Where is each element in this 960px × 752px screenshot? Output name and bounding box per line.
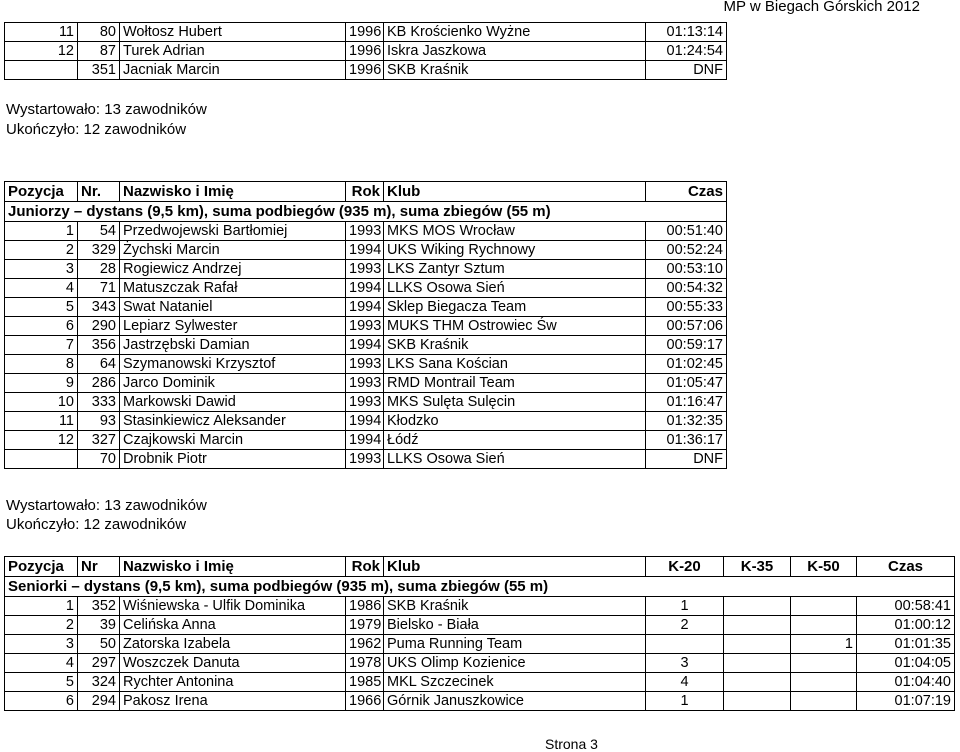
cell-club: MKL Szczecinek (384, 673, 646, 692)
table-row (5, 673, 955, 692)
started-count-2: Wystartowało: 13 zawodników (6, 497, 207, 514)
cell-club: Bielsko - Biała (384, 616, 646, 635)
header-czas: Czas (646, 182, 727, 202)
cell-k20 (646, 635, 724, 654)
cell-nr: 28 (78, 260, 120, 279)
cell-nr: 50 (78, 635, 120, 654)
cell-club: LLKS Osowa Sień (384, 279, 646, 298)
table-row (5, 635, 955, 654)
cell-rok: 1994 (346, 298, 384, 317)
header-nr: Nr. (78, 182, 120, 202)
cell-nr: 290 (78, 317, 120, 336)
results-table-seniorki (4, 556, 955, 711)
cell-club: LLKS Osowa Sień (384, 450, 646, 469)
cell-nr: 93 (78, 412, 120, 431)
cell-nr: 64 (78, 355, 120, 374)
cell-name: Turek Adrian (120, 42, 346, 61)
cell-club: LKS Sana Kościan (384, 355, 646, 374)
header-rok: Rok (346, 557, 384, 577)
cell-club: SKB Kraśnik (384, 336, 646, 355)
cell-club: LKS Zantyr Sztum (384, 260, 646, 279)
cell-k35 (724, 597, 791, 616)
cell-name: Celińska Anna (120, 616, 346, 635)
category-row (5, 202, 727, 222)
cell-nr: 356 (78, 336, 120, 355)
table-row (5, 393, 727, 412)
table-row (5, 450, 727, 469)
cell-club: Sklep Biegacza Team (384, 298, 646, 317)
cell-nr: 80 (78, 23, 120, 42)
cell-czas: 00:57:06 (646, 317, 727, 336)
cell-rok: 1978 (346, 654, 384, 673)
cell-rok: 1986 (346, 597, 384, 616)
cell-k35 (724, 654, 791, 673)
header-pos: Pozycja (5, 182, 78, 202)
cell-nr: 351 (78, 61, 120, 80)
cell-k35 (724, 673, 791, 692)
cell-czas: 01:13:14 (646, 23, 727, 42)
cell-name: Szymanowski Krzysztof (120, 355, 346, 374)
cell-czas: 00:53:10 (646, 260, 727, 279)
cell-rok: 1996 (346, 61, 384, 80)
cell-nr: 327 (78, 431, 120, 450)
cell-pos: 8 (5, 355, 78, 374)
table-row (5, 616, 955, 635)
cell-czas: 01:04:05 (857, 654, 955, 673)
cell-pos: 4 (5, 279, 78, 298)
table-row (5, 298, 727, 317)
cell-pos: 3 (5, 635, 78, 654)
cell-rok: 1993 (346, 317, 384, 336)
cell-nr: 343 (78, 298, 120, 317)
cell-czas: 00:52:24 (646, 241, 727, 260)
cell-pos: 12 (5, 431, 78, 450)
table-row (5, 412, 727, 431)
cell-nr: 71 (78, 279, 120, 298)
cell-name: Zatorska Izabela (120, 635, 346, 654)
cell-pos: 12 (5, 42, 78, 61)
header-k50: K-50 (791, 557, 857, 577)
cell-name: Stasinkiewicz Aleksander (120, 412, 346, 431)
cell-pos: 6 (5, 692, 78, 711)
cell-pos: 6 (5, 317, 78, 336)
cell-nr: 329 (78, 241, 120, 260)
cell-k50: 1 (791, 635, 857, 654)
cell-name: Jastrzębski Damian (120, 336, 346, 355)
header-club: Klub (384, 557, 646, 577)
cell-name: Pakosz Irena (120, 692, 346, 711)
table-row (5, 597, 955, 616)
header-club: Klub (384, 182, 646, 202)
cell-club: UKS Olimp Kozienice (384, 654, 646, 673)
table-row (5, 317, 727, 336)
cell-pos: 11 (5, 23, 78, 42)
cell-club: Puma Running Team (384, 635, 646, 654)
table-header (5, 182, 727, 202)
cell-pos (5, 61, 78, 80)
cell-czas: 01:04:40 (857, 673, 955, 692)
cell-name: Woszczek Danuta (120, 654, 346, 673)
cell-rok: 1993 (346, 374, 384, 393)
cell-czas: 00:58:41 (857, 597, 955, 616)
results-table-top (4, 22, 727, 80)
cell-czas: 01:07:19 (857, 692, 955, 711)
cell-rok: 1994 (346, 412, 384, 431)
cell-rok: 1993 (346, 393, 384, 412)
cell-nr: 54 (78, 222, 120, 241)
cell-czas: 01:01:35 (857, 635, 955, 654)
cell-k35 (724, 616, 791, 635)
cell-rok: 1994 (346, 241, 384, 260)
cell-rok: 1966 (346, 692, 384, 711)
header-name: Nazwisko i Imię (120, 182, 346, 202)
cell-club: SKB Kraśnik (384, 597, 646, 616)
results-table-juniorzy (4, 181, 727, 469)
cell-pos: 9 (5, 374, 78, 393)
cell-club: RMD Montrail Team (384, 374, 646, 393)
cell-czas: 01:05:47 (646, 374, 727, 393)
cell-nr: 352 (78, 597, 120, 616)
cell-club: Iskra Jaszkowa (384, 42, 646, 61)
cell-k50 (791, 597, 857, 616)
table-row (5, 42, 727, 61)
cell-rok: 1993 (346, 450, 384, 469)
cell-pos: 7 (5, 336, 78, 355)
cell-name: Lepiarz Sylwester (120, 317, 346, 336)
table-row (5, 23, 727, 42)
header-rok: Rok (346, 182, 384, 202)
cell-nr: 333 (78, 393, 120, 412)
cell-rok: 1996 (346, 42, 384, 61)
cell-czas: DNF (646, 61, 727, 80)
cell-name: Drobnik Piotr (120, 450, 346, 469)
cell-name: Rychter Antonina (120, 673, 346, 692)
cell-rok: 1994 (346, 336, 384, 355)
cell-club: KB Krościenko Wyżne (384, 23, 646, 42)
cell-k50 (791, 616, 857, 635)
cell-k20: 4 (646, 673, 724, 692)
category-label: Seniorki – dystans (9,5 km), suma podbiegów (935 m), suma zbiegów (55 m) (5, 577, 955, 597)
cell-k35 (724, 635, 791, 654)
cell-pos: 1 (5, 597, 78, 616)
table-row (5, 222, 727, 241)
cell-name: Czajkowski Marcin (120, 431, 346, 450)
cell-rok: 1993 (346, 260, 384, 279)
cell-k50 (791, 692, 857, 711)
cell-czas: 00:55:33 (646, 298, 727, 317)
cell-nr: 294 (78, 692, 120, 711)
cell-club: UKS Wiking Rychnowy (384, 241, 646, 260)
table-header (5, 557, 955, 577)
cell-czas: 01:02:45 (646, 355, 727, 374)
category-row (5, 577, 955, 597)
cell-name: Markowski Dawid (120, 393, 346, 412)
header-k35: K-35 (724, 557, 791, 577)
cell-czas: 01:00:12 (857, 616, 955, 635)
cell-k35 (724, 692, 791, 711)
cell-pos: 3 (5, 260, 78, 279)
cell-name: Rogiewicz Andrzej (120, 260, 346, 279)
table-row (5, 260, 727, 279)
cell-name: Matuszczak Rafał (120, 279, 346, 298)
cell-rok: 1993 (346, 222, 384, 241)
table-row (5, 279, 727, 298)
page-number: Strona 3 (545, 736, 598, 752)
cell-nr: 39 (78, 616, 120, 635)
cell-pos: 1 (5, 222, 78, 241)
page-title: MP w Biegach Górskich 2012 (723, 0, 920, 15)
cell-rok: 1985 (346, 673, 384, 692)
cell-rok: 1993 (346, 355, 384, 374)
cell-czas: 01:32:35 (646, 412, 727, 431)
header-k20: K-20 (646, 557, 724, 577)
cell-czas: 01:16:47 (646, 393, 727, 412)
header-pos: Pozycja (5, 557, 78, 577)
cell-rok: 1979 (346, 616, 384, 635)
cell-nr: 286 (78, 374, 120, 393)
cell-pos: 5 (5, 673, 78, 692)
cell-name: Przedwojewski Bartłomiej (120, 222, 346, 241)
table-row (5, 355, 727, 374)
cell-club: MUKS THM Ostrowiec Św (384, 317, 646, 336)
cell-rok: 1994 (346, 431, 384, 450)
cell-rok: 1996 (346, 23, 384, 42)
table-row (5, 61, 727, 80)
cell-name: Wiśniewska - Ulfik Dominika (120, 597, 346, 616)
cell-nr: 324 (78, 673, 120, 692)
cell-name: Żychski Marcin (120, 241, 346, 260)
table-row (5, 336, 727, 355)
started-count: Wystartowało: 13 zawodników (6, 101, 207, 118)
cell-k50 (791, 673, 857, 692)
cell-czas: DNF (646, 450, 727, 469)
cell-k50 (791, 654, 857, 673)
cell-pos: 5 (5, 298, 78, 317)
cell-pos: 4 (5, 654, 78, 673)
cell-nr: 297 (78, 654, 120, 673)
cell-k20: 2 (646, 616, 724, 635)
header-czas: Czas (857, 557, 955, 577)
cell-czas: 00:54:32 (646, 279, 727, 298)
cell-club: MKS MOS Wrocław (384, 222, 646, 241)
table-row (5, 692, 955, 711)
cell-club: Kłodzko (384, 412, 646, 431)
finished-count: Ukończyło: 12 zawodników (6, 121, 187, 138)
table-row (5, 374, 727, 393)
cell-club: Łódź (384, 431, 646, 450)
cell-pos (5, 450, 78, 469)
table-row (5, 431, 727, 450)
cell-czas: 00:51:40 (646, 222, 727, 241)
cell-k20: 3 (646, 654, 724, 673)
cell-club: SKB Kraśnik (384, 61, 646, 80)
table-row (5, 654, 955, 673)
cell-pos: 2 (5, 241, 78, 260)
cell-name: Wołtosz Hubert (120, 23, 346, 42)
cell-czas: 01:36:17 (646, 431, 727, 450)
cell-nr: 87 (78, 42, 120, 61)
header-name: Nazwisko i Imię (120, 557, 346, 577)
category-label: Juniorzy – dystans (9,5 km), suma podbiegów (935 m), suma zbiegów (55 m) (5, 202, 727, 222)
cell-club: Górnik Januszkowice (384, 692, 646, 711)
cell-name: Jarco Dominik (120, 374, 346, 393)
cell-rok: 1994 (346, 279, 384, 298)
cell-pos: 11 (5, 412, 78, 431)
cell-rok: 1962 (346, 635, 384, 654)
cell-czas: 00:59:17 (646, 336, 727, 355)
cell-nr: 70 (78, 450, 120, 469)
header-nr: Nr (78, 557, 120, 577)
cell-name: Swat Nataniel (120, 298, 346, 317)
cell-k20: 1 (646, 597, 724, 616)
cell-pos: 10 (5, 393, 78, 412)
finished-count-2: Ukończyło: 12 zawodników (6, 516, 187, 533)
table-row (5, 241, 727, 260)
cell-czas: 01:24:54 (646, 42, 727, 61)
cell-k20: 1 (646, 692, 724, 711)
cell-name: Jacniak Marcin (120, 61, 346, 80)
cell-club: MKS Sulęta Sulęcin (384, 393, 646, 412)
cell-pos: 2 (5, 616, 78, 635)
